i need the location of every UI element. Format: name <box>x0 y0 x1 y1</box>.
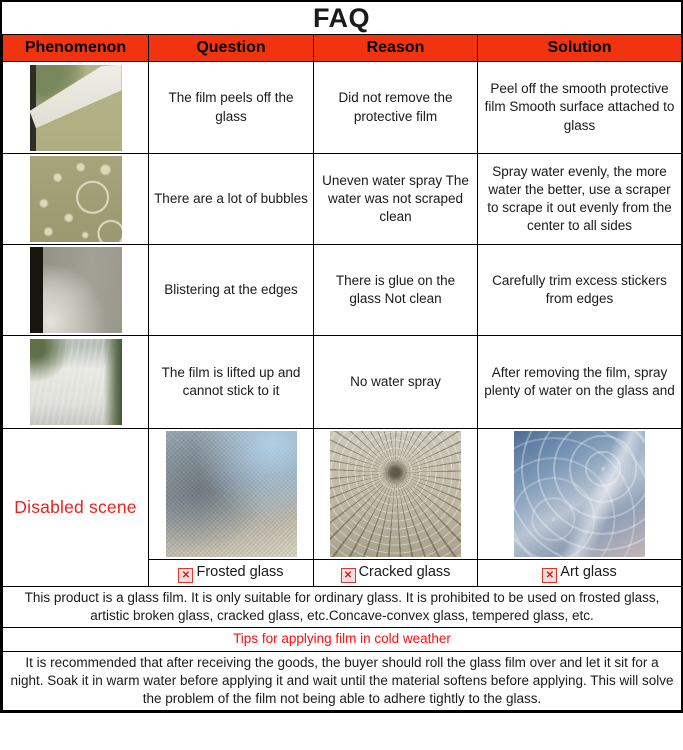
table-row <box>3 154 682 245</box>
tips-title-row <box>3 628 682 651</box>
reason-cell: There is glue on the glass Not clean <box>314 245 478 336</box>
faq-table <box>2 34 682 711</box>
phenomenon-cell <box>3 245 149 336</box>
header-row <box>3 35 682 62</box>
cracked-glass-cell <box>314 429 478 560</box>
cold-weather-advice-note: It is recommended that after receiving the goods, the buyer should roll the glass film over and let it sit for a night. Soak it in warm water before applying it and wait until the material softens before applying. This will solve the problem of the film not being able to adhere tightly to the glass. <box>3 651 682 711</box>
col-header-question: Question <box>149 35 314 62</box>
col-header-solution: Solution <box>478 35 682 62</box>
advice-note-row <box>3 651 682 711</box>
col-header-phenomenon: Phenomenon <box>3 35 149 62</box>
cold-weather-tips-title: Tips for applying film in cold weather <box>3 628 682 651</box>
cracked-glass-photo <box>330 431 461 557</box>
solution-cell: Carefully trim excess stickers from edges <box>478 245 682 336</box>
question-cell: Blistering at the edges <box>149 245 314 336</box>
art-glass-cell <box>478 429 682 560</box>
question-cell: There are a lot of bubbles <box>149 154 314 245</box>
reason-cell: No water spray <box>314 336 478 429</box>
edge-blistering-photo <box>30 247 122 333</box>
table-row <box>3 336 682 429</box>
solution-cell: After removing the film, spray plenty of water on the glass and <box>478 336 682 429</box>
prohibited-icon: ✕ <box>341 568 356 583</box>
glass-type-label: Frosted glass <box>196 564 284 580</box>
frosted-glass-label-cell <box>149 560 314 587</box>
film-peeling-off-glass-photo <box>30 65 122 151</box>
art-glass-photo <box>514 431 645 557</box>
table-row <box>3 245 682 336</box>
solution-cell: Spray water evenly, the more water the better, use a scraper to scrape it out evenly from the center to all sides <box>478 154 682 245</box>
question-cell: The film is lifted up and cannot stick to it <box>149 336 314 429</box>
art-glass-label-cell <box>478 560 682 587</box>
reason-cell: Uneven water spray The water was not scraped clean <box>314 154 478 245</box>
usage-restriction-note: This product is a glass film. It is only suitable for ordinary glass. It is prohibited to be used on frosted glass, artistic broken glass, cracked glass, etc.Concave-convex glass, tempered glass, etc. <box>3 587 682 628</box>
film-lifted-up-photo <box>30 339 122 425</box>
phenomenon-cell <box>3 154 149 245</box>
prohibited-icon: ✕ <box>178 568 193 583</box>
cracked-glass-label-cell <box>314 560 478 587</box>
phenomenon-cell <box>3 62 149 154</box>
disabled-scene-label: Disabled scene <box>3 429 149 587</box>
disabled-scene-row <box>3 429 682 560</box>
reason-cell: Did not remove the protective film <box>314 62 478 154</box>
glass-type-label: Cracked glass <box>358 564 451 580</box>
glass-type-label: Art glass <box>560 564 617 580</box>
page-title: FAQ <box>312 3 370 33</box>
question-cell: The film peels off the glass <box>149 62 314 154</box>
table-row <box>3 62 682 154</box>
restriction-note-row <box>3 587 682 628</box>
frosted-glass-photo <box>166 431 297 557</box>
col-header-reason: Reason <box>314 35 478 62</box>
phenomenon-cell <box>3 336 149 429</box>
prohibited-icon: ✕ <box>542 568 557 583</box>
frosted-glass-cell <box>149 429 314 560</box>
bubbles-on-film-photo <box>30 156 122 242</box>
solution-cell: Peel off the smooth protective film Smooth surface attached to glass <box>478 62 682 154</box>
